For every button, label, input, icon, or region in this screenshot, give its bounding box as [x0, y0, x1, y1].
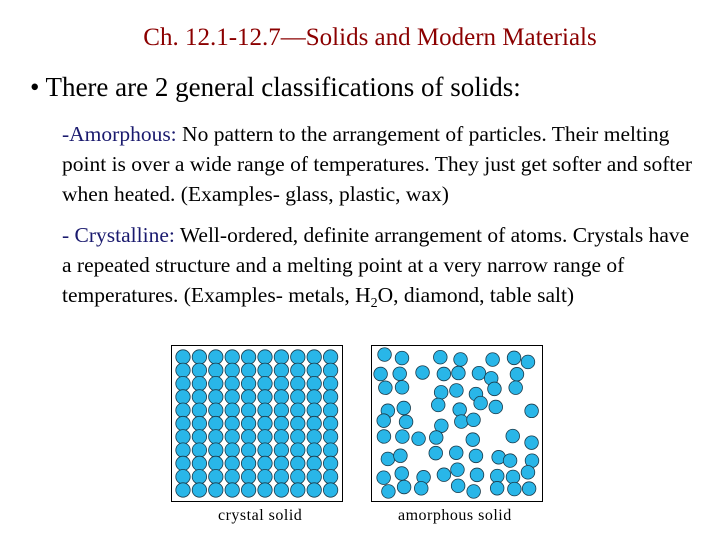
crystal-particle	[323, 403, 337, 417]
amorphous-particle	[377, 414, 391, 428]
amorphous-solid-diagram	[371, 345, 543, 502]
crystal-particle	[274, 443, 288, 457]
amorphous-particle	[454, 353, 468, 367]
crystal-particle	[291, 390, 305, 404]
crystal-particle	[307, 390, 321, 404]
crystal-particle	[192, 483, 206, 497]
crystal-particle	[209, 403, 223, 417]
water-subscript: 2	[370, 296, 378, 311]
crystal-particle	[209, 376, 223, 390]
crystal-particle	[274, 483, 288, 497]
amorphous-particles-drawing	[372, 346, 542, 501]
amorphous-particle	[437, 468, 451, 482]
crystal-particle	[323, 456, 337, 470]
amorphous-particle	[469, 449, 483, 463]
crystal-particle	[323, 376, 337, 390]
crystal-particle	[225, 443, 239, 457]
crystal-particle	[192, 456, 206, 470]
crystal-particle	[209, 483, 223, 497]
crystal-particle	[209, 456, 223, 470]
amorphous-particle	[506, 429, 520, 443]
crystal-particle	[258, 470, 272, 484]
crystal-particle	[176, 363, 190, 377]
amorphous-particle	[522, 482, 536, 496]
crystal-particle	[291, 430, 305, 444]
crystal-particle	[192, 403, 206, 417]
crystal-particle	[209, 470, 223, 484]
crystal-particle	[307, 376, 321, 390]
crystal-particle	[192, 416, 206, 430]
crystal-particle	[258, 390, 272, 404]
amorphous-particle	[395, 467, 409, 481]
crystal-particle	[209, 443, 223, 457]
crystal-particle	[258, 456, 272, 470]
crystalline-text-before: Well-ordered, definite arrangement of atoms. Crystals have a repeated structure and a melting point at a very narrow range of temperatures. (Examples- metals, H	[62, 223, 690, 307]
amorphous-particle	[509, 381, 523, 395]
crystal-particle	[291, 416, 305, 430]
crystal-particle	[176, 456, 190, 470]
amorphous-particle	[451, 463, 465, 477]
crystal-particle	[291, 376, 305, 390]
crystal-particle	[323, 390, 337, 404]
crystal-particle	[225, 470, 239, 484]
amorphous-particle	[414, 482, 428, 496]
amorphous-particle	[455, 415, 469, 429]
crystal-particle	[241, 363, 255, 377]
crystal-particle	[291, 470, 305, 484]
amorphous-particle	[490, 481, 504, 495]
amorphous-particle	[377, 430, 391, 444]
crystal-particle	[225, 430, 239, 444]
crystal-particle	[291, 363, 305, 377]
crystal-particle	[274, 456, 288, 470]
amorphous-particle	[490, 469, 504, 483]
crystal-particle	[307, 416, 321, 430]
crystal-lattice-drawing	[172, 346, 342, 501]
amorphous-particle	[503, 454, 517, 468]
amorphous-particle	[416, 366, 430, 380]
crystal-particle	[176, 350, 190, 364]
crystal-particle	[274, 350, 288, 364]
amorphous-particle	[521, 355, 535, 369]
amorphous-particle	[399, 415, 413, 429]
crystal-particle	[209, 430, 223, 444]
amorphous-particle	[379, 381, 393, 395]
amorphous-particle	[506, 470, 520, 484]
amorphous-particle	[451, 479, 465, 493]
crystal-particle	[225, 456, 239, 470]
crystal-particle	[258, 350, 272, 364]
crystal-particle	[192, 430, 206, 444]
amorphous-particle	[510, 367, 524, 381]
crystal-particle	[192, 390, 206, 404]
crystal-particle	[274, 430, 288, 444]
crystal-particle	[225, 350, 239, 364]
amorphous-particle	[396, 430, 410, 444]
amorphous-particle	[472, 366, 486, 380]
crystal-particle	[323, 483, 337, 497]
amorphous-particle	[393, 367, 407, 381]
amorphous-particle	[381, 452, 395, 466]
crystal-particle	[225, 363, 239, 377]
crystal-particle	[241, 430, 255, 444]
crystal-particle	[176, 390, 190, 404]
crystal-particle	[176, 430, 190, 444]
amorphous-particle	[467, 485, 481, 499]
amorphous-particle	[521, 466, 535, 480]
crystal-particle	[323, 363, 337, 377]
crystal-particle	[225, 416, 239, 430]
crystalline-paragraph	[62, 220, 702, 319]
crystal-particle	[291, 456, 305, 470]
amorphous-paragraph	[62, 119, 702, 209]
crystal-particle	[323, 470, 337, 484]
crystal-particle	[241, 416, 255, 430]
crystal-particle	[241, 390, 255, 404]
crystal-particle	[307, 363, 321, 377]
crystal-particle	[176, 443, 190, 457]
crystal-caption: crystal solid	[218, 507, 303, 524]
amorphous-particle	[489, 400, 503, 414]
amorphous-particle	[395, 381, 409, 395]
amorphous-particle	[466, 433, 480, 447]
crystal-particle	[176, 403, 190, 417]
crystal-particle	[291, 350, 305, 364]
crystal-particle	[274, 390, 288, 404]
crystal-particle	[307, 456, 321, 470]
amorphous-particle	[507, 351, 521, 365]
crystalline-term: - Crystalline:	[62, 223, 175, 247]
amorphous-particle	[449, 446, 463, 460]
crystal-particle	[274, 470, 288, 484]
crystal-particle	[307, 470, 321, 484]
crystal-solid-diagram	[171, 345, 343, 502]
crystal-particle	[274, 363, 288, 377]
crystal-particle	[209, 350, 223, 364]
crystal-particle	[241, 403, 255, 417]
crystal-particle	[225, 390, 239, 404]
crystal-particle	[274, 416, 288, 430]
crystal-particle	[291, 443, 305, 457]
amorphous-particle	[374, 367, 388, 381]
amorphous-particle	[474, 396, 488, 410]
crystal-particle	[307, 350, 321, 364]
amorphous-particle	[434, 386, 448, 400]
crystal-particle	[274, 403, 288, 417]
amorphous-particle	[437, 367, 451, 381]
crystal-particle	[323, 443, 337, 457]
amorphous-term: -Amorphous:	[62, 122, 177, 146]
crystal-particle	[192, 363, 206, 377]
amorphous-particle	[429, 431, 443, 445]
amorphous-particle	[525, 436, 539, 450]
amorphous-particle	[431, 398, 445, 412]
amorphous-particle	[434, 350, 448, 364]
crystal-particle	[291, 483, 305, 497]
crystal-particle	[307, 443, 321, 457]
crystal-particle	[209, 416, 223, 430]
crystal-particle	[258, 403, 272, 417]
amorphous-particle	[377, 471, 391, 485]
crystal-particle	[192, 470, 206, 484]
amorphous-particle	[395, 351, 409, 365]
crystal-particle	[225, 376, 239, 390]
crystal-particle	[323, 350, 337, 364]
crystal-particle	[241, 443, 255, 457]
crystal-particle	[323, 430, 337, 444]
crystal-particle	[307, 403, 321, 417]
crystal-particle	[258, 443, 272, 457]
amorphous-particle	[525, 404, 539, 418]
crystal-particle	[176, 416, 190, 430]
crystal-particle	[192, 443, 206, 457]
crystal-particle	[241, 350, 255, 364]
amorphous-particle	[397, 401, 411, 415]
crystal-particle	[274, 376, 288, 390]
crystal-particle	[241, 456, 255, 470]
crystal-particle	[307, 483, 321, 497]
crystal-particle	[258, 376, 272, 390]
crystal-particle	[225, 403, 239, 417]
amorphous-particle	[378, 348, 392, 362]
amorphous-caption: amorphous solid	[398, 507, 512, 524]
intro-bullet	[30, 72, 521, 103]
amorphous-particle	[488, 382, 502, 396]
crystal-particle	[192, 350, 206, 364]
amorphous-particle	[467, 413, 481, 427]
amorphous-particle	[382, 485, 396, 499]
crystal-particle	[258, 363, 272, 377]
crystal-particle	[241, 376, 255, 390]
amorphous-particle	[508, 482, 522, 496]
crystal-particle	[258, 416, 272, 430]
crystal-particle	[225, 483, 239, 497]
crystal-particle	[176, 483, 190, 497]
amorphous-particle	[486, 353, 500, 367]
crystal-particle	[192, 376, 206, 390]
crystal-particle	[209, 390, 223, 404]
intro-bullet-text: There are 2 general classifications of solids:	[45, 72, 521, 102]
amorphous-text: No pattern to the arrangement of particles. Their melting point is over a wide range of temperatures. They just get softer and softer when heated. (Examples- glass, plastic, wax)	[62, 122, 693, 206]
crystal-particle	[291, 403, 305, 417]
amorphous-particle	[452, 366, 466, 380]
amorphous-particle	[450, 384, 464, 398]
amorphous-particle	[453, 403, 467, 417]
amorphous-particle	[429, 446, 443, 460]
crystal-particle	[241, 470, 255, 484]
crystal-particle	[176, 376, 190, 390]
bullet-dot: •	[30, 72, 40, 102]
amorphous-particle	[470, 468, 484, 482]
crystal-particle	[176, 470, 190, 484]
crystal-particle	[258, 430, 272, 444]
slide-title: Ch. 12.1-12.7—Solids and Modern Materials	[143, 24, 597, 51]
amorphous-particle	[394, 449, 408, 463]
crystal-particle	[307, 430, 321, 444]
crystal-particle	[241, 483, 255, 497]
crystal-particle	[258, 483, 272, 497]
crystal-particle	[323, 416, 337, 430]
crystal-particle	[209, 363, 223, 377]
amorphous-particle	[412, 432, 426, 446]
amorphous-particle	[397, 480, 411, 494]
crystalline-text-after: O, diamond, table salt)	[377, 283, 575, 307]
